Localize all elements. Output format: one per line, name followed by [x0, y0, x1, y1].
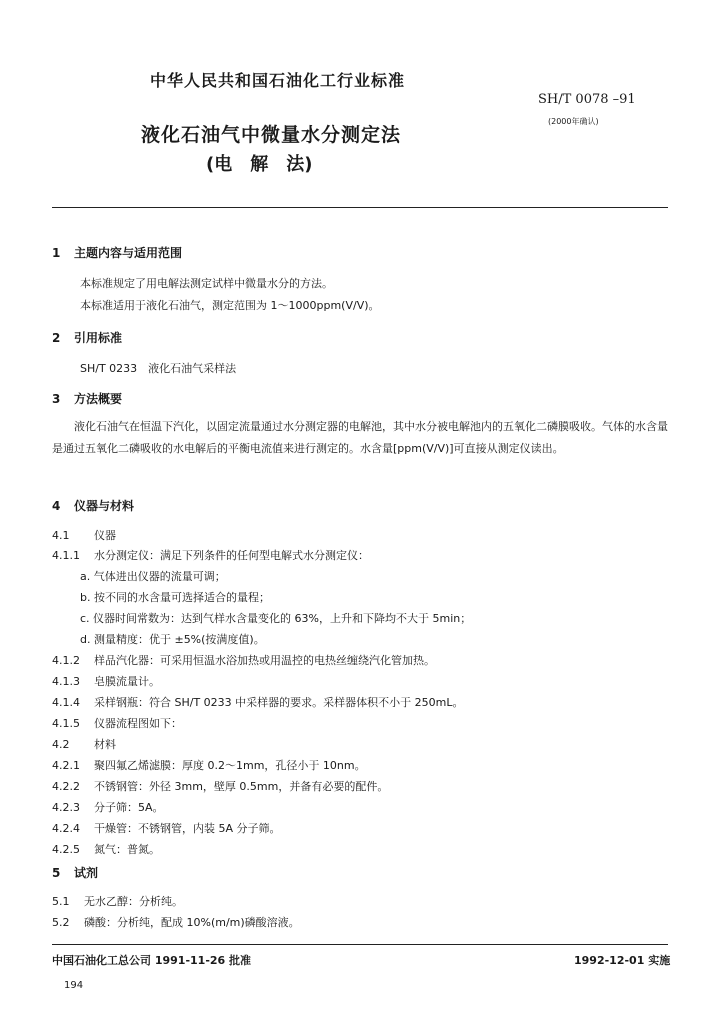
section-title: 仪器与材料 — [74, 499, 135, 513]
list-item: 4.2.4 干燥管：不锈钢管，内装 5A 分子筛。 — [52, 822, 281, 835]
list-item: 4.1.2 样品汽化器：可采用恒温水浴加热或用温控的电热丝缠绕汽化管加热。 — [52, 654, 435, 667]
list-item: 4.2.1 聚四氟乙烯滤膜：厚度 0.2～1mm，孔径小于 10nm。 — [52, 759, 366, 772]
confirmation-note: (2000年确认) — [548, 117, 599, 126]
industry-standard-title: 中华人民共和国石油化工行业标准 — [150, 71, 406, 90]
standard-code: SH/T 0078 –91 — [538, 92, 636, 107]
section-title: 方法概要 — [74, 392, 123, 406]
list-item: 4.2.2 不锈钢管：外径 3mm，壁厚 0.5mm，并备有必要的配件。 — [52, 780, 389, 793]
section-title: 试剂 — [74, 866, 99, 880]
list-item: 4.1.1 水分测定仪：满足下列条件的任何型电解式水分测定仪： — [52, 549, 369, 562]
section-1-para-2: 本标准适用于液化石油气，测定范围为 1～1000ppm(V/V)。 — [80, 299, 380, 312]
section-2-heading — [52, 329, 122, 346]
header-divider — [52, 207, 668, 208]
list-item: 4.2.3 分子筛：5A。 — [52, 801, 164, 814]
list-item: d. 测量精度：优于 ±5%(按满度值)。 — [80, 633, 265, 646]
footer-divider — [52, 944, 668, 945]
list-item: 4.2 材料 — [52, 738, 116, 751]
approval-note: 中国石油化工总公司 1991-11-26 批准 — [52, 954, 252, 967]
list-item: b. 按不同的水含量可选择适合的量程； — [80, 591, 270, 604]
list-item: 4.1.3 皂膜流量计。 — [52, 675, 160, 688]
section-1-heading — [52, 244, 182, 261]
section-3-paragraph: 液化石油气在恒温下汽化，以固定流量通过水分测定器的电解池，其中水分被电解池内的五氧化二磷膜吸收。气体的水含量是通过五氧化二磷吸收的水电解后的平衡电流值来进行测定的。水含量[ppm(V/V)]可直接从测定仪读出。 — [52, 420, 668, 455]
list-item: 4.1 仪器 — [52, 529, 116, 542]
section-number: 4 — [52, 499, 61, 513]
page-number: 194 — [64, 980, 84, 991]
section-4-heading — [52, 497, 134, 514]
section-title: 主题内容与适用范围 — [74, 246, 183, 260]
document-title: 液化石油气中微量水分测定法 — [141, 124, 402, 146]
section-1-para-1: 本标准规定了用电解法测定试样中微量水分的方法。 — [80, 277, 333, 290]
list-item: 4.2.5 氮气：普氮。 — [52, 843, 160, 856]
section-number: 3 — [52, 392, 61, 406]
implementation-date: 1992-12-01 实施 — [574, 954, 671, 967]
section-number: 5 — [52, 866, 61, 880]
list-item: 5.1 无水乙醇：分析纯。 — [52, 895, 183, 908]
list-item: c. 仪器时间常数为：达到气样水含量变化的 63%，上升和下降均不大于 5min； — [80, 612, 472, 625]
document-subtitle: (电 解 法) — [206, 154, 313, 175]
list-item: 5.2 磷酸：分析纯，配成 10%(m/m)磷酸溶液。 — [52, 916, 300, 929]
section-title: 引用标准 — [74, 331, 123, 345]
section-5-heading — [52, 864, 98, 881]
section-3-heading — [52, 390, 122, 407]
list-item: a. 气体进出仪器的流量可调； — [80, 570, 226, 583]
list-item: 4.1.5 仪器流程图如下： — [52, 717, 182, 730]
section-number: 2 — [52, 331, 61, 345]
list-item: 4.1.4 采样钢瓶：符合 SH/T 0233 中采样器的要求。采样器体积不小于 250mL。 — [52, 696, 464, 709]
section-number: 1 — [52, 246, 61, 260]
reference-standard: SH/T 0233 液化石油气采样法 — [80, 362, 237, 375]
